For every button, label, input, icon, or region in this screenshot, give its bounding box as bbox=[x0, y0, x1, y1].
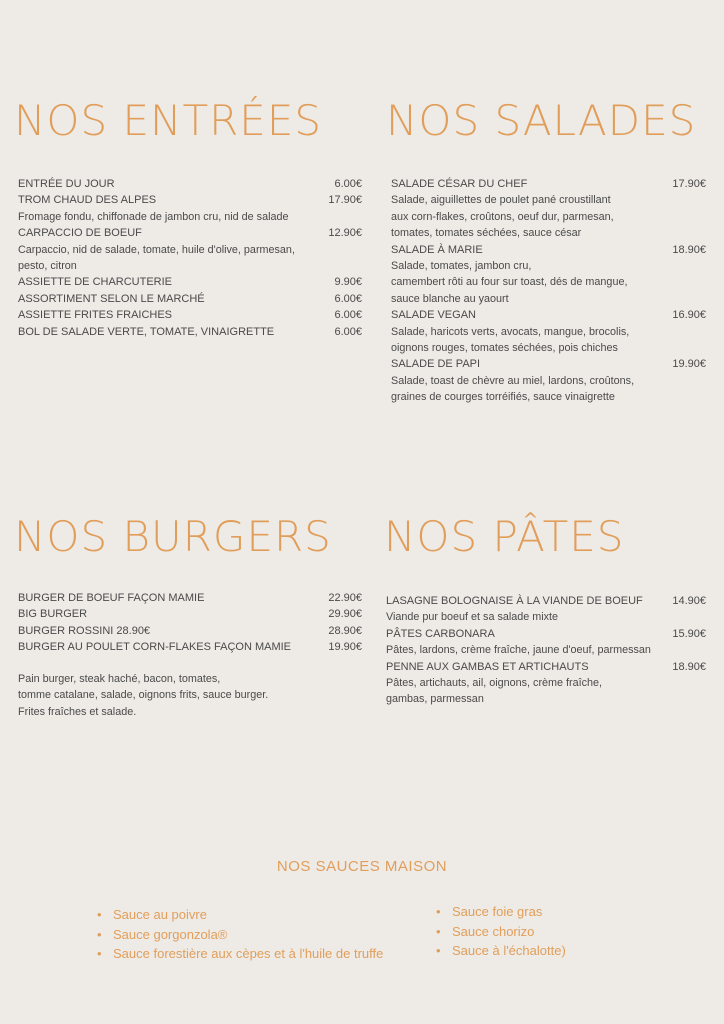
menu-item-name: BURGER ROSSINI 28.90€ bbox=[18, 624, 151, 637]
menu-item-name: BOL DE SALADE VERTE, TOMATE, VINAIGRETTE bbox=[18, 325, 275, 338]
menu-item bbox=[391, 176, 706, 192]
menu-item-name: PÂTES CARBONARA bbox=[386, 627, 495, 640]
menu-item-description: Salade, tomates, jambon cru, bbox=[391, 260, 532, 273]
section-pates bbox=[384, 512, 625, 561]
menu-item bbox=[386, 626, 706, 642]
menu-item-name: SALADE CÉSAR DU CHEF bbox=[391, 178, 528, 190]
menu-item-description: graines de courges torréifiés, sauce vinaigrette bbox=[391, 391, 615, 404]
sauces-right-list bbox=[436, 902, 566, 961]
menu-item-description: Viande pur boeuf et sa salade mixte bbox=[386, 611, 559, 624]
menu-item-price: 29.90€ bbox=[328, 608, 362, 621]
menu-item-price: 17.90€ bbox=[328, 194, 362, 207]
burger-note: Frites fraîches et salade. bbox=[18, 705, 137, 718]
menu-item-name: CARPACCIO DE BOEUF bbox=[18, 227, 142, 240]
menu-item bbox=[18, 623, 362, 639]
menu-item-description: oignons rouges, tomates séchées, pois chiches bbox=[391, 342, 618, 355]
menu-item bbox=[18, 291, 362, 307]
sauce-item: • Sauce forestière aux cèpes et à l'huile de truffe bbox=[97, 944, 383, 964]
menu-item-price: 18.90€ bbox=[672, 660, 706, 673]
menu-item bbox=[18, 176, 362, 192]
menu-item bbox=[18, 324, 362, 340]
menu-item-name: BURGER AU POULET CORN-FLAKES FAÇON MAMIE bbox=[18, 641, 292, 654]
menu-item-description: Salade, toast de chèvre au miel, lardons, croûtons, bbox=[391, 374, 635, 387]
menu-item bbox=[18, 274, 362, 290]
menu-item-name: TROM CHAUD DES ALPES bbox=[18, 194, 157, 207]
sauces-left-list bbox=[97, 905, 383, 964]
menu-item-name: ASSORTIMENT SELON LE MARCHÉ bbox=[18, 292, 205, 305]
menu-item-description: Salade, aiguillettes de poulet pané croustillant bbox=[391, 194, 611, 207]
sauce-item: • Sauce au poivre bbox=[97, 905, 383, 925]
menu-item bbox=[18, 307, 362, 323]
menu-item bbox=[18, 590, 362, 606]
menu-item bbox=[18, 225, 362, 241]
section-burgers bbox=[14, 512, 332, 561]
menu-item bbox=[391, 356, 706, 372]
pates-title: NOS PÂTES bbox=[384, 512, 625, 561]
section-entrees bbox=[14, 96, 323, 145]
menu-item bbox=[18, 639, 362, 655]
menu-item bbox=[386, 593, 706, 609]
sauce-item: • Sauce foie gras bbox=[436, 902, 566, 922]
menu-item-name: SALADE À MARIE bbox=[391, 243, 483, 256]
burgers-title: NOS BURGERS bbox=[14, 512, 332, 561]
burgers-notes bbox=[18, 671, 362, 720]
menu-item-name: ASSIETTE DE CHARCUTERIE bbox=[18, 276, 173, 289]
entrees-list bbox=[18, 176, 362, 340]
menu-item-description: Pâtes, lardons, crème fraîche, jaune d'oeuf, parmessan bbox=[386, 644, 651, 657]
menu-item-description: pesto, citron bbox=[18, 260, 77, 273]
entrees-title: NOS ENTRÉES bbox=[14, 96, 323, 145]
menu-item-description: Salade, haricots verts, avocats, mangue, brocolis, bbox=[391, 325, 630, 338]
menu-item-price: 18.90€ bbox=[672, 243, 706, 256]
menu-item-price: 6.00€ bbox=[334, 292, 362, 305]
pates-list bbox=[386, 593, 706, 708]
menu-item-description: tomates, tomates séchées, sauce césar bbox=[391, 227, 582, 240]
menu-item-description: Pâtes, artichauts, ail, oignons, crème fraîche, bbox=[386, 677, 603, 690]
burger-note: Pain burger, steak haché, bacon, tomates, bbox=[18, 673, 221, 685]
sauce-item: • Sauce chorizo bbox=[436, 922, 566, 942]
menu-item-description: camembert rôti au four sur toast, dés de mangue, bbox=[391, 276, 628, 289]
burger-note: tomme catalane, salade, oignons frits, sauce burger. bbox=[18, 689, 269, 702]
menu-item-price: 14.90€ bbox=[672, 595, 706, 607]
salades-title: NOS SALADES bbox=[386, 96, 697, 145]
menu-item-name: LASAGNE BOLOGNAISE À LA VIANDE DE BOEUF bbox=[386, 595, 643, 607]
menu-item-name: SALADE DE PAPI bbox=[391, 358, 481, 371]
menu-item-price: 6.00€ bbox=[334, 309, 362, 322]
sauce-item: • Sauce à l'échalotte) bbox=[436, 941, 566, 961]
menu-item-description: sauce blanche au yaourt bbox=[391, 292, 509, 305]
menu-item-name: ENTRÉE DU JOUR bbox=[18, 178, 115, 190]
menu-item-description: gambas, parmessan bbox=[386, 693, 484, 706]
menu-item-name: ASSIETTE FRITES FRAICHES bbox=[18, 309, 173, 322]
menu-item-description: Carpaccio, nid de salade, tomate, huile d'olive, parmesan, bbox=[18, 243, 295, 256]
sauce-item: • Sauce gorgonzola® bbox=[97, 925, 383, 945]
menu-item-price: 6.00€ bbox=[334, 325, 362, 338]
menu-item-price: 17.90€ bbox=[672, 178, 706, 190]
menu-item bbox=[391, 242, 706, 258]
menu-item-price: 19.90€ bbox=[328, 641, 362, 654]
menu-item-price: 12.90€ bbox=[328, 227, 362, 240]
menu-item bbox=[18, 192, 362, 208]
salades-list bbox=[391, 176, 706, 406]
menu-item-price: 15.90€ bbox=[672, 627, 706, 640]
menu-item-name: SALADE VEGAN bbox=[391, 309, 476, 322]
burgers-list bbox=[18, 590, 362, 656]
menu-item bbox=[386, 659, 706, 675]
sauces-title: NOS SAUCES MAISON bbox=[276, 858, 448, 875]
menu-item-description: aux corn-flakes, croûtons, oeuf dur, parmesan, bbox=[391, 210, 614, 223]
menu-item-name: BURGER DE BOEUF FAÇON MAMIE bbox=[18, 592, 205, 604]
menu-item-description: Fromage fondu, chiffonade de jambon cru, nid de salade bbox=[18, 210, 289, 223]
menu-item-price: 19.90€ bbox=[672, 358, 706, 371]
menu-item-price: 28.90€ bbox=[328, 624, 362, 637]
menu-item-price: 6.00€ bbox=[334, 178, 362, 190]
menu-item-price: 9.90€ bbox=[334, 276, 362, 289]
menu-item-name: PENNE AUX GAMBAS ET ARTICHAUTS bbox=[386, 660, 589, 673]
menu-item bbox=[391, 307, 706, 323]
menu-item-price: 22.90€ bbox=[328, 592, 362, 604]
section-salades bbox=[386, 96, 697, 145]
menu-item-name: BIG BURGER bbox=[18, 608, 88, 621]
menu-item-price: 16.90€ bbox=[672, 309, 706, 322]
menu-item bbox=[18, 606, 362, 622]
